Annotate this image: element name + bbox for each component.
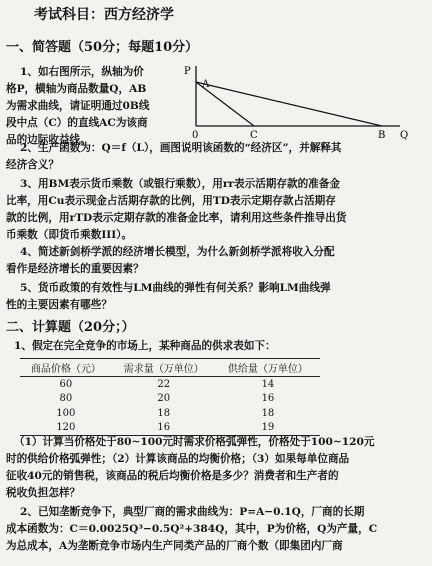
label-q: Q (400, 130, 409, 141)
table-cell: 19 (216, 421, 320, 436)
q2-line: 2、生产函数为：Q＝f（L），画图说明该函数的“经济区”，并解释其 (20, 142, 342, 154)
table-row (20, 406, 320, 421)
s2-q2-line: 2、已知垄断竞争下，典型厂商的需求曲线为：P=A−0.1Q，厂商的长期 (20, 506, 365, 518)
label-b: B (378, 130, 386, 141)
s2-q2-line: 成本函数为：C＝0.0025Q³−0.5Q²+384Q，其中，P为价格，Q为产量，C (6, 523, 378, 535)
q3-line: 比率，用Cu表示现金占活期存款的比例，用TD表示定期存款占活期存 (6, 195, 336, 207)
table-cell: 16 (261, 393, 275, 405)
table-cell: 14 (261, 378, 275, 390)
s2-q1-task-line: 时的供给价格弧弹性；（2）计算该商品的均衡价格；（3）如果每单位商品 (6, 453, 350, 465)
demand-curve-graph (182, 60, 412, 142)
s2-q2-line: 为总成本，A为垄断竞争市场内生产同类产品的厂商个数（即集团内厂商 (6, 540, 343, 552)
table-cell: 100 (56, 407, 76, 419)
table-header: 商品价格（元） (20, 359, 112, 377)
table-header: 供给量（万单位） (216, 359, 320, 377)
table-header-row (20, 359, 320, 377)
label-origin: 0 (192, 130, 199, 141)
q4-line: 4、简述新剑桥学派的经济增长模型，为什么新剑桥学派将收入分配 (20, 246, 335, 258)
q1-line: 品的边际收益线。 (6, 134, 91, 146)
q1-line: 为需求曲线，请证明通过0B线 (6, 100, 150, 112)
table-cell: 80 (59, 393, 73, 405)
q1-line: 格P，横轴为商品数量Q，AB (6, 83, 147, 95)
q2-line: 经济含义？ (6, 159, 59, 171)
table-row (20, 377, 320, 392)
q3-line: 3、用BM表示货币乘数（或银行乘数），用rr表示活期存款的准备金 (20, 178, 340, 190)
s2-q1-task-line: 税收负担怎样？ (6, 487, 81, 499)
table-cell: 60 (59, 378, 73, 390)
q5-line: 性的主要因素有哪些？ (6, 299, 112, 311)
q4-line: 看作是经济增长的重要因素？ (6, 263, 144, 275)
q1-line: 段中点（C）的直线AC为该商 (6, 117, 148, 129)
table-cell: 18 (261, 407, 275, 419)
table-cell: 120 (20, 421, 112, 436)
q5-line: 5、货币政策的有效性与LM曲线的弹性有何关系？影响LM曲线弹 (20, 282, 331, 294)
table-row (20, 392, 320, 407)
label-c: C (250, 130, 258, 141)
q1-line: 1、如右图所示，纵轴为价 (20, 66, 144, 78)
table-cell: 22 (157, 378, 171, 390)
supply-demand-table (20, 358, 320, 436)
demand-curve-ab (196, 82, 382, 126)
s2-q1-intro: 1、假定在完全竞争的市场上，某种商品的供求表如下： (14, 340, 276, 352)
exam-subject-title: 考试科目：西方经济学 (34, 7, 174, 23)
table-cell: 20 (157, 393, 171, 405)
q3-line: 币乘数（即货币乘数III）。 (6, 229, 133, 241)
q3-line: 款的比例，用rTD表示定期存款的准备金比率，请利用这些条件推导出货 (6, 212, 347, 224)
table-header: 需求量（万单位） (112, 359, 216, 377)
section-2-heading: 二、计算题（20分；） (6, 320, 135, 335)
section-1-heading: 一、简答题（50分；每题10分） (6, 40, 199, 55)
label-a: A (202, 79, 210, 90)
table-cell: 18 (157, 407, 171, 419)
table-cell: 16 (112, 421, 216, 436)
s2-q1-task-line: 征收40元的销售税，该商品的税后均衡价格是多少？消费者和生产者的 (6, 470, 339, 482)
s2-q1-task-line: （1）计算当价格处于80~100元时需求价格弧弹性，价格处于100~120元 (14, 436, 375, 448)
label-p: P (184, 66, 191, 77)
